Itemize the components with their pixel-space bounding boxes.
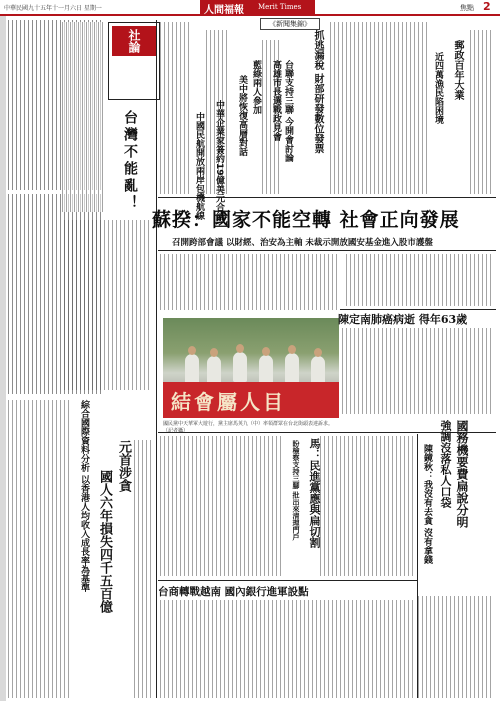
- photo-figure: [285, 353, 299, 383]
- column-editorial: [62, 22, 104, 212]
- photo-figure-head: [288, 345, 296, 354]
- photo-caption: 國民黨中天華軍大遊行，黨主席馬英九（中）率領群眾在台北街頭表達訴求。（記者攝）: [163, 421, 334, 434]
- column-right-lower: [418, 596, 494, 698]
- headline-business-contract: 中華企業家簽約19億美元合約: [214, 100, 224, 221]
- photo-figure: [185, 354, 199, 384]
- photo-figure: [233, 352, 247, 382]
- middle-story-headline: 馬：民進黨應與扁切割: [308, 438, 321, 548]
- paper-name: 人間福報: [204, 5, 244, 16]
- headline-fishermen: 近四萬漁民陷困境: [433, 52, 443, 124]
- column-banner-body-1: [160, 254, 340, 310]
- issue-date: 中華民國九十五年十一月六日 星期一: [4, 5, 102, 12]
- column-top-mid-1: [160, 22, 190, 194]
- editorial-title: 台灣不能亂！: [122, 110, 138, 212]
- banner-headline: 蘇揆：國家不能空轉 社會正向發展: [152, 209, 460, 231]
- rally-photo: [163, 318, 339, 418]
- left-story-headline-1: 元首涉貪: [116, 440, 131, 492]
- right-story-subheadline: 陳鏡秋：我沒有去貪 沒有拿錢: [422, 444, 432, 565]
- column-left-story: [134, 440, 152, 698]
- left-story-subheadline: 綜合國際資料分析 以香港人均收入成長率為基準: [79, 400, 89, 593]
- middle-story-subheadline: 盼檢察支持三腳 批出來清理門戶: [292, 440, 300, 541]
- headline-postal-centennial: 郵政百年大業: [452, 40, 463, 100]
- editorial-label: 社論: [112, 26, 156, 56]
- rule-above-bottom-headline: [158, 580, 418, 581]
- headline-us-china-dialogue: 美中將恢復高層對話: [237, 75, 247, 156]
- news-digest-label: 《新聞集錦》: [260, 18, 320, 30]
- page-number: 2: [483, 0, 491, 13]
- headline-charter-flights: 中國民航開放兩岸包機航線: [194, 112, 204, 220]
- column-top-mid-4: [330, 22, 428, 194]
- headline-kaohsiung-debate: 高雄市長選戰政見會: [271, 60, 281, 141]
- photo-figure: [259, 355, 273, 385]
- right-story-headline-2: 強調沒落私人口袋: [439, 420, 452, 508]
- column-top-right: [470, 30, 494, 194]
- column-bottom-mid: [160, 600, 416, 698]
- editorial-box: [108, 22, 160, 100]
- right-story-headline-1: 國務機要費扁說分明: [455, 420, 469, 528]
- headline-kaohsiung-candidates: 藍綠兩人參加: [251, 60, 261, 114]
- column-mid-lower-2: [320, 436, 416, 576]
- photo-figure-head: [262, 347, 270, 356]
- rule-above-obit: [340, 309, 496, 310]
- column-banner-body-2: [346, 254, 494, 306]
- banner-subheadline: 召開跨部會議 以財經、治安為主軸 未裁示開放國安基金進入股市護盤: [172, 238, 433, 248]
- column-obit-body: [342, 328, 494, 414]
- page-edge-strip: [0, 16, 6, 701]
- page-header: [0, 0, 500, 16]
- photo-figure-head: [210, 348, 218, 357]
- rule-under-top-section: [158, 197, 496, 198]
- photo-figure-head: [236, 344, 244, 353]
- column-left-lower: [8, 400, 72, 698]
- photo-figure-head: [314, 348, 322, 357]
- masthead: [200, 0, 315, 14]
- headline-tax-invoice: 抓逃漏稅 財部研發數位發票: [312, 30, 323, 154]
- photo-figure-head: [188, 346, 196, 355]
- section-label: 焦點: [460, 4, 474, 12]
- photo-banner-text: 結會屬人目: [171, 390, 286, 414]
- obituary-headline: 陳定南肺癌病逝 得年63歲: [338, 313, 468, 326]
- column-mid-lower-1: [160, 436, 284, 576]
- paper-name-english: Merit Times: [258, 3, 302, 11]
- bottom-headline: 台商轉戰越南 國內銀行進軍設點: [158, 586, 309, 598]
- headline-tsu-meeting: 台聯支持三聯 今開會討論: [283, 60, 293, 163]
- left-story-headline-2: 國人六年損失四千五百億: [97, 470, 112, 613]
- column-editorial-2: [64, 220, 152, 390]
- rule-left-section-divider: [156, 20, 157, 698]
- rule-right-story-divider: [417, 434, 418, 698]
- rule-under-banner: [158, 250, 496, 251]
